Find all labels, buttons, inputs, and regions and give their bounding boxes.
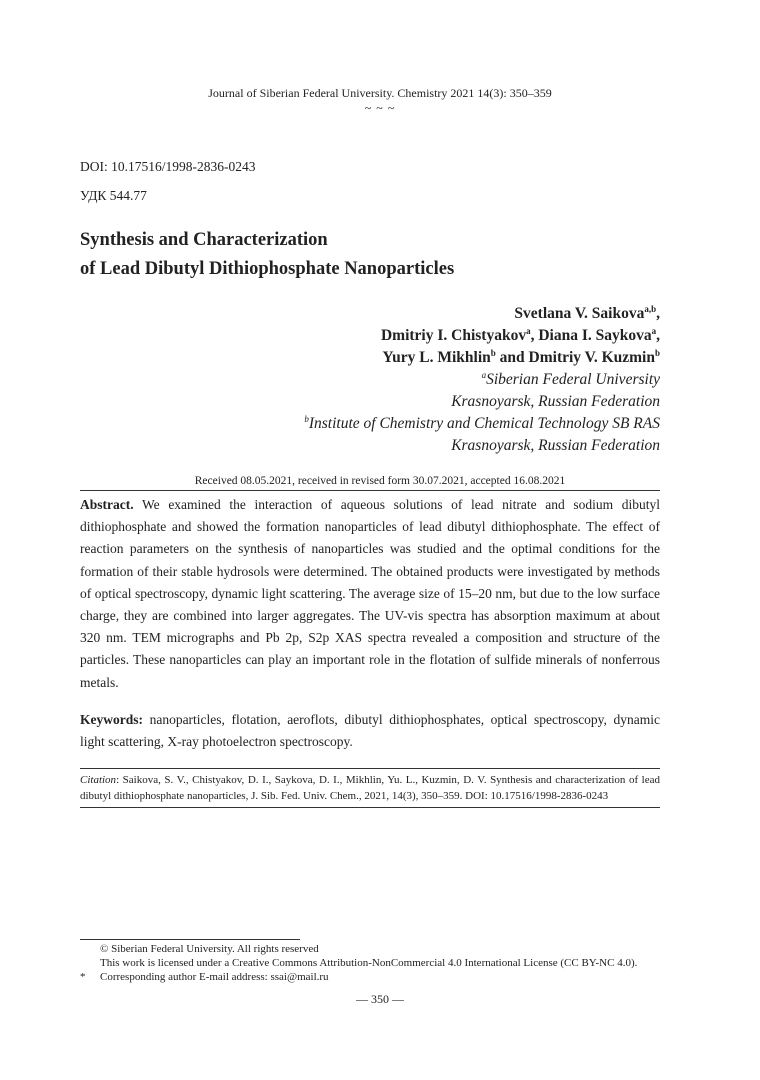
author-name: Diana I. Saykova xyxy=(538,327,652,344)
author-affil-mark: b xyxy=(490,348,496,358)
affiliation-b-city: Krasnoyarsk, Russian Federation xyxy=(451,437,660,454)
affil-name: Siberian Federal University xyxy=(486,371,660,388)
affil-name: Institute of Chemistry and Chemical Technology SB RAS xyxy=(308,415,660,432)
author-affil-mark: a xyxy=(526,326,531,336)
author-name: Svetlana V. Saikova xyxy=(514,305,645,322)
citation-top-rule xyxy=(80,768,660,769)
doi: DOI: 10.17516/1998-2836-0243 xyxy=(80,159,256,174)
author-line-3 xyxy=(304,347,660,369)
affiliation-a xyxy=(304,369,660,391)
author-affil-mark: b xyxy=(654,348,660,358)
footnote-copyright xyxy=(80,943,670,956)
udk: УДК 544.77 xyxy=(80,188,147,203)
journal-header: Journal of Siberian Federal University. Chemistry 2021 14(3): 350–359 xyxy=(208,86,552,100)
footnote-corresponding xyxy=(80,971,670,984)
author-name: Dmitriy V. Kuzmin xyxy=(528,349,655,366)
citation-bottom-rule xyxy=(80,807,660,808)
abstract xyxy=(80,494,660,694)
author-block xyxy=(304,303,660,457)
title-line-1: Synthesis and Characterization xyxy=(80,230,328,250)
citation-label: Citation xyxy=(80,774,117,786)
author-affil-mark: a,b xyxy=(644,304,657,314)
footnote-license xyxy=(80,957,670,970)
corresponding-email: Corresponding author E-mail address: ssai@mail.ru xyxy=(100,971,329,983)
author-and: and xyxy=(495,349,529,366)
abstract-top-rule xyxy=(80,490,660,491)
author-name: Yury L. Mikhlin xyxy=(382,349,491,366)
received-dates: Received 08.05.2021, received in revised form 30.07.2021, accepted 16.08.2021 xyxy=(194,475,566,487)
author-line-2: Dmitriy I. Chistyakov$^a$, Diana I. Saykova$^a$, xyxy=(380,326,660,344)
affil-mark: b xyxy=(304,414,309,424)
paper-title xyxy=(80,226,454,284)
author-affil-mark: a xyxy=(651,326,657,336)
footnote-rule xyxy=(80,939,300,940)
affiliation-a-city: Krasnoyarsk, Russian Federation xyxy=(451,393,660,410)
footnote-asterisk: * xyxy=(80,971,86,983)
title-line-2: of Lead Dibutyl Dithiophosphate Nanoparticles xyxy=(80,259,455,279)
copyright-text: © Siberian Federal University. All rights reserved xyxy=(100,943,319,955)
author-line-1: Svetlana V. Saikova$^{a,b}$, xyxy=(514,304,660,322)
affil-mark: a xyxy=(481,370,487,380)
citation-text: : Saikova, S. V., Chistyakov, D. I., Saykova, D. I., Mikhlin, Yu. L., Kuzmin, D. V. Synthesis and characterization of lead dibutyl dithiophosphate nanoparticles, J. Sib. Fed. Univ. Chem., 2021, 14(3), 350–359. DOI: 10.17516/1998-2836-0243 xyxy=(80,774,660,802)
author-name: Dmitriy I. Chistyakov xyxy=(380,327,527,344)
affiliation-b xyxy=(304,413,660,435)
keywords-label: Keywords: xyxy=(80,712,143,727)
abstract-label: Abstract. xyxy=(80,497,134,512)
header-ornament: ~ ~ ~ xyxy=(364,101,396,115)
keywords xyxy=(80,709,660,753)
abstract-text: We examined the interaction of aqueous solutions of lead nitrate and sodium dibutyl dithiophosphate and showed the formation nanoparticles of lead dibutyl dithiophosphate. The effect of reaction parameters on the synthesis of nanoparticles was studied and the optimal conditions for the formation of their stable hydrosols were determined. The obtained products were investigated by methods of optical spectroscopy, dynamic light scattering. The average size of 15–20 nm, but due to the low surface charge, they are combined into larger aggregates. The UV-vis spectra has absorption maximum at about 320 nm. TEM micrographs and Pb 2p, S2p XAS spectra revealed a composition and structure of the particles. These nanoparticles can play an important role in the flotation of sulfide minerals of nonferrous metals. xyxy=(80,497,660,690)
license-text: This work is licensed under a Creative Commons Attribution-NonCommercial 4.0 International License (CC BY-NC 4.0). xyxy=(100,957,638,969)
page-number: — 350 — xyxy=(356,992,404,1006)
citation xyxy=(80,773,660,804)
keywords-text: nanoparticles, flotation, aeroflots, dibutyl dithiophosphates, optical spectroscopy, dynamic light scattering, X-ray photoelectron spectroscopy. xyxy=(80,712,660,750)
